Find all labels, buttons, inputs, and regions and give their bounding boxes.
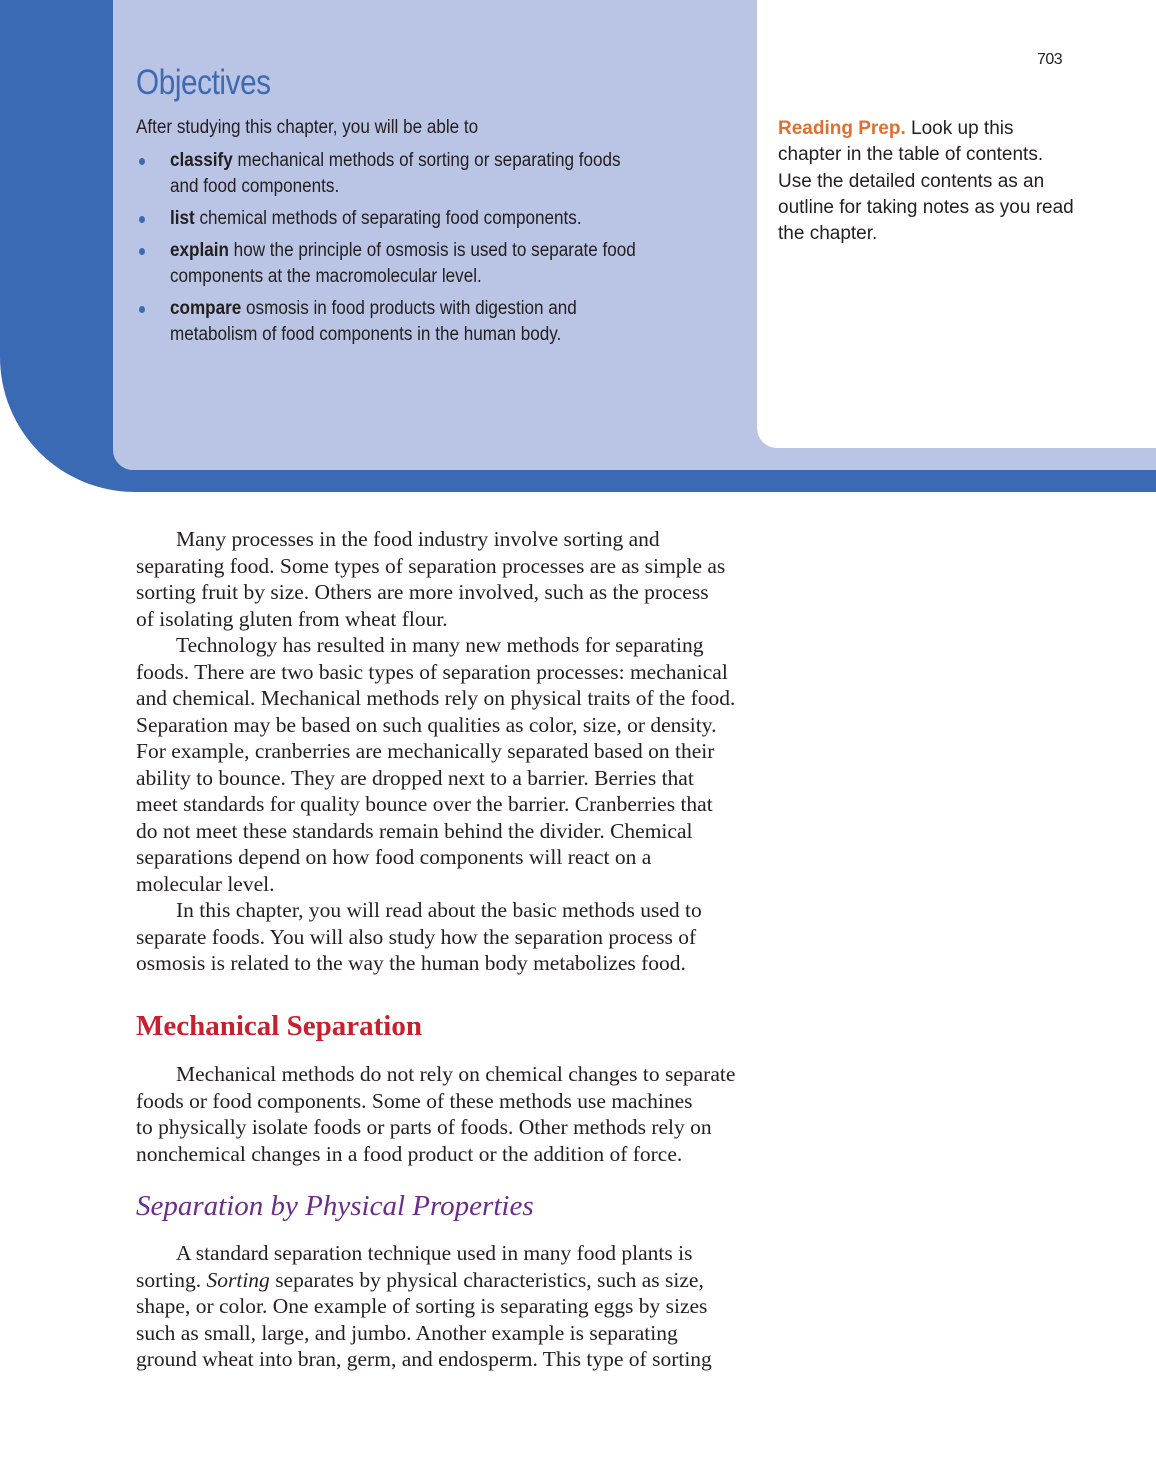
text-line: foods. There are two basic types of separation processes: mechanical <box>136 659 728 684</box>
text-line: ability to bounce. They are dropped next to a barrier. Berries that <box>136 765 694 790</box>
page-number: 703 <box>1037 51 1063 68</box>
text-line: meet standards for quality bounce over the barrier. Cranberries that <box>136 792 713 816</box>
subsection-heading: Separation by Physical Properties <box>136 1190 534 1222</box>
objective-item <box>136 296 776 348</box>
section-heading: Mechanical Separation <box>136 1010 422 1042</box>
objectives-title: Objectives <box>136 63 271 102</box>
objective-item <box>136 206 776 232</box>
bullet-icon <box>139 306 145 313</box>
objective-term: explain <box>170 240 229 261</box>
text-line: sorting fruit by size. Others are more involved, such as the process <box>136 580 709 604</box>
text-line: osmosis is related to the way the human body metabolizes food. <box>136 951 686 975</box>
reading-prep-text: Look up this chapter in the table of contents. Use the detailed contents as an outline for taking notes as you read the chapter. <box>778 118 1074 245</box>
text-line: Separation may be based on such qualities as color, size, or density. <box>136 712 717 737</box>
term-sorting: Sorting <box>206 1267 270 1292</box>
objective-term: classify <box>170 150 233 171</box>
text-line: Technology has resulted in many new methods for separating <box>176 633 704 657</box>
text-span: sorting. <box>136 1267 207 1292</box>
objective-text: and food components. <box>170 176 340 197</box>
text-line: such as small, large, and jumbo. Another example is separating <box>136 1320 678 1345</box>
text-line: separations depend on how food components will react on a <box>136 845 652 869</box>
text-line: ground wheat into bran, germ, and endosperm. This type of sorting <box>136 1347 712 1371</box>
objective-term: list <box>170 208 195 229</box>
objective-text: how the principle of osmosis is used to separate food <box>228 240 636 261</box>
objective-item <box>136 238 776 290</box>
objective-line <box>170 296 715 322</box>
objective-term: compare <box>170 298 242 319</box>
objective-text: metabolism of food components in the human body. <box>170 324 562 345</box>
objectives-list <box>136 148 776 354</box>
section-paragraph <box>136 1061 836 1167</box>
text-line: and chemical. Mechanical methods rely on physical traits of the food. <box>136 686 736 710</box>
objectives-intro: After studying this chapter, you will be able to <box>136 117 479 138</box>
bullet-icon <box>139 216 145 223</box>
subsection-paragraph <box>136 1240 836 1373</box>
objective-text: mechanical methods of sorting or separating foods <box>232 150 621 171</box>
reading-prep-note <box>778 116 1078 247</box>
bullet-icon <box>139 158 145 165</box>
reading-prep-label: Reading Prep. <box>778 118 906 139</box>
objective-line <box>170 238 715 264</box>
text-line: For example, cranberries are mechanically separated based on their <box>136 739 715 763</box>
text-line: nonchemical changes in a food product or the addition of force. <box>136 1141 683 1166</box>
text-line: A standard separation technique used in many food plants is <box>176 1241 693 1265</box>
objective-text: components at the macromolecular level. <box>170 266 482 287</box>
objective-line <box>170 264 715 290</box>
text-line: shape, or color. One example of sorting is separating eggs by sizes <box>136 1294 708 1318</box>
objective-text: osmosis in food products with digestion and <box>241 298 577 319</box>
text-line: In this chapter, you will read about the basic methods used to <box>176 898 702 922</box>
objective-text: chemical methods of separating food components. <box>194 208 582 229</box>
objective-line <box>170 174 715 200</box>
text-line: Many processes in the food industry involve sorting and <box>176 527 660 551</box>
text-line: foods or food components. Some of these methods use machines <box>136 1088 693 1113</box>
text-line: separate foods. You will also study how the separation process of <box>136 924 697 949</box>
objective-line <box>170 148 715 174</box>
bullet-icon <box>139 248 145 255</box>
objective-line <box>170 206 715 232</box>
text-span: separates by physical characteristics, such as size, <box>269 1267 704 1292</box>
text-line: separating food. Some types of separation processes are as simple as <box>136 553 726 578</box>
text-line: do not meet these standards remain behind the divider. Chemical <box>136 818 693 843</box>
intro-text <box>136 526 836 977</box>
text-line: molecular level. <box>136 871 275 896</box>
objective-line <box>170 322 715 348</box>
text-line: Mechanical methods do not rely on chemical changes to separate <box>176 1062 736 1086</box>
text-line <box>136 1267 836 1294</box>
text-line: to physically isolate foods or parts of foods. Other methods rely on <box>136 1115 712 1139</box>
text-line: of isolating gluten from wheat flour. <box>136 606 448 631</box>
objective-item <box>136 148 776 200</box>
